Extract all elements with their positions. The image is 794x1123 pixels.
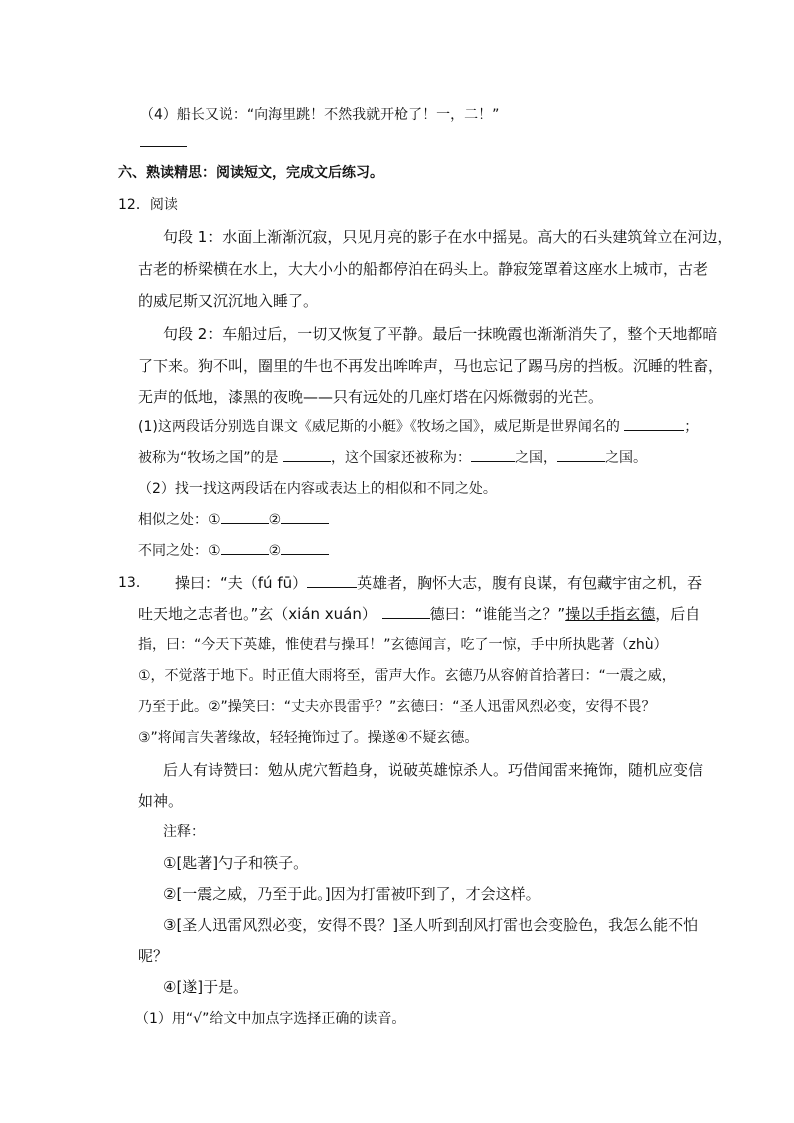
q12-sub1-text5: 之国。: [604, 450, 647, 466]
answer-blank[interactable]: [382, 604, 430, 619]
answer-blank[interactable]: [471, 447, 515, 462]
q13-sub1: （1）用“√”给文中加点字选择正确的读音。: [135, 1011, 406, 1027]
q12-p1-line1: 句段 1：水面上渐渐沉寂，只见月亮的影子在水中摇晃。高大的石头建筑耸立在河边，: [163, 228, 733, 246]
q13-poem-line1: 后人有诗赞曰：勉从虎穴暂趋身，说破英雄惊杀人。巧借闻雷来掩饰，随机应变信: [163, 761, 704, 779]
answer-line[interactable]: [140, 146, 187, 147]
q12-sub1-text4: 之国，: [514, 450, 557, 466]
note-1: ①[匙著]勺子和筷子。: [163, 854, 309, 872]
note-4: ④[遂]于是。: [163, 978, 249, 996]
q12-p1-line2: 古老的桥梁横在水上，大大小小的船都停泊在码头上。静寂笼罩着这座水上城市，古老: [138, 260, 709, 278]
q13-line2: [138, 603, 700, 625]
q13-line5: 乃至于此。②”操笑曰：“丈夫亦畏雷乎？”玄德曰：“圣人迅雷风烈必变，安得不畏？: [138, 699, 656, 715]
q11-item4: （4）船长又说：“向海里跳！不然我就开枪了！一，二！”: [140, 107, 500, 123]
answer-blank[interactable]: [283, 447, 331, 462]
q12-p2-line2: 了下来。狗不叫，圈里的牛也不再发出哞哞声，马也忘记了踢马房的挡板。沉睡的牲畜，: [138, 357, 724, 375]
answer-blank[interactable]: [307, 573, 357, 588]
q13-text: 英雄者，胸怀大志，腹有良谋，有包藏宇宙之机，吞: [357, 574, 703, 592]
circle-2: ②: [268, 543, 282, 559]
answer-blank[interactable]: [281, 509, 329, 524]
q13-text: ，后自: [655, 605, 701, 623]
q12-sub1-line2: [138, 447, 647, 469]
note-3-line1: ③[圣人迅雷风烈必变，安得不畏？]圣人听到刮风打雷也会变脸色，我怎么能不怕: [163, 916, 699, 934]
q12-sub1-text3: ，这个国家还被称为：: [330, 450, 471, 466]
different-label: 不同之处：①: [138, 543, 221, 559]
q12-similar-row: [138, 509, 329, 531]
q12-different-row: [138, 540, 329, 562]
q12-p2-line1: 句段 2：车船过后，一切又恢复了平静。最后一抹晚霞也渐渐消失了，整个天地都暗: [163, 325, 718, 343]
note-2: ②[一震之威，乃至于此。]因为打雷被吓到了，才会这样。: [163, 885, 541, 903]
section6-heading: 六、熟读精思：阅读短文，完成文后练习。: [118, 165, 384, 181]
q13-line6: ③”将闻言失著缘故，轻轻掩饰过了。操遂④不疑玄德。: [138, 730, 479, 746]
answer-blank[interactable]: [221, 540, 269, 555]
q12-p2-line3: 无声的低地，漆黑的夜晚——只有远处的几座灯塔在闪烁微弱的光芒。: [138, 388, 604, 406]
q13-line3: 指，曰：“今天下英雄，惟使君与操耳！”玄德闻言，吃了一惊，手中所执匙著（zhù）: [138, 637, 668, 653]
q12-sub1-punct: ；: [684, 419, 699, 435]
circle-2: ②: [268, 512, 282, 528]
q12-title: [118, 194, 178, 216]
q12-number: 12．: [118, 197, 150, 213]
answer-blank[interactable]: [281, 540, 329, 555]
q12-title-text: 阅读: [149, 197, 178, 213]
q13-number: 13．: [118, 575, 150, 591]
q12-sub1-text2: 被称为“牧场之国”的是: [138, 450, 279, 466]
q13-poem-line2: 如神。: [138, 792, 184, 810]
q13-line1: [175, 572, 702, 594]
answer-blank[interactable]: [624, 416, 684, 431]
q12-p1-line3: 的威尼斯又沉沉地入睡了。: [138, 292, 319, 310]
q13-line4: ①，不觉落于地下。时正值大雨将至，雷声大作。玄德乃从容俯首拾著曰：“一震之威，: [138, 668, 676, 684]
q13-text: 吐天地之志者也。”玄（xián xuán）: [138, 605, 377, 623]
q12-sub1-text: (1)这两段话分别选自课文《威尼斯的小艇》《牧场之国》，威尼斯是世界闻名的: [138, 419, 620, 435]
answer-blank[interactable]: [221, 509, 269, 524]
underlined-phrase: 操以手指玄德: [565, 605, 656, 623]
q12-sub1-line1: [138, 416, 698, 438]
q12-sub2: （2）找一找这两段话在内容或表达上的相似和不同之处。: [138, 481, 497, 497]
note-3-line2: 呢？: [138, 947, 169, 965]
similar-label: 相似之处：①: [138, 512, 221, 528]
q13-text: 德曰：“谁能当之？”: [429, 605, 566, 623]
q13-text: 操曰：“夫（fú fū）: [175, 574, 308, 592]
notes-label: 注释：: [163, 824, 205, 840]
answer-blank[interactable]: [557, 447, 605, 462]
